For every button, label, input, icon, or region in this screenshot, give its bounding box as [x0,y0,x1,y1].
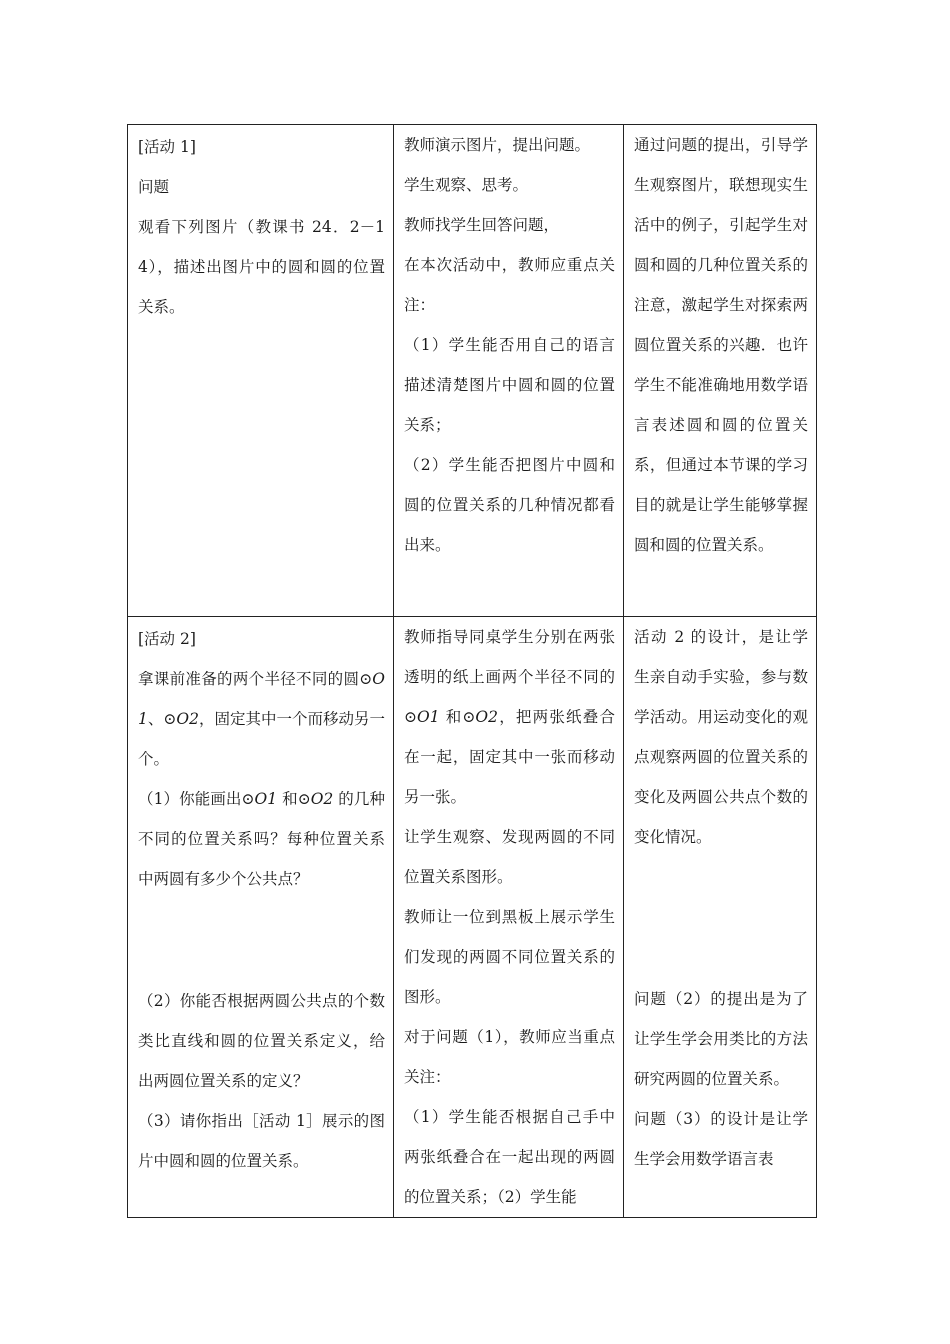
design-intent-text: 通过问题的提出，引导学生观察图片，联想现实生活中的例子，引起学生对圆和圆的几种位置关系的注意，激起学生对探索两圆位置关系的兴趣．也许学生不能准确地用数学语言表述圆和圆的位置关系，但通过本节课的学习目的就是让学生能够掌握圆和圆的位置关系。 [634,136,808,554]
design-intent-text: 问题（2）的提出是为了让学生学会用类比的方法研究两圆的位置关系。 [634,990,808,1088]
design-intent-cell [624,125,817,617]
teacher-text: 让学生观察、发现两圆的不同位置关系图形。 [404,828,615,886]
activity-text: 观看下列图片（教课书 24．2－14），描述出图片中的圆和圆的位置关系。 [138,218,385,316]
teacher-text: 教师找学生回答问题， [404,216,560,234]
teacher-text: （1）学生能否用自己的语言描述清楚图片中圆和圆的位置关系； [404,336,615,434]
activity-heading: [活动 1] [138,138,196,156]
table-row [128,617,817,1218]
question-2: （2）你能否根据两圆公共点的个数类比直线和圆的位置关系定义，给出两圆位置关系的定义？ [138,992,385,1090]
activity-heading: [活动 2] [138,630,196,648]
design-intent-text: 问题（3）的设计是让学生学会用数学语言表 [634,1110,808,1168]
teacher-cell [394,617,624,1218]
activity-intro: 拿课前准备的两个半径不同的圆⊙O1、⊙O2，固定其中一个而移动另一个。 [138,670,385,768]
table-row [128,125,817,617]
teacher-text: 教师让一位到黑板上展示学生们发现的两圆不同位置关系的图形。 [404,908,615,1006]
teacher-text: 在本次活动中，教师应重点关注： [404,256,615,314]
activity-label: 问题 [138,178,170,196]
teacher-text: 教师演示图片，提出问题。 [404,136,591,154]
activity-cell [128,125,394,617]
activity-cell [128,617,394,1218]
question-3: （3）请你指出［活动 1］展示的图片中圆和圆的位置关系。 [138,1112,385,1170]
teacher-text: （2）学生能否把图片中圆和圆的位置关系的几种情况都看出来。 [404,456,615,554]
teacher-text: （1）学生能否根据自己手中两张纸叠合在一起出现的两圆的位置关系；（2）学生能 [404,1108,615,1206]
teacher-text: 对于问题（1），教师应当重点关注： [404,1028,615,1086]
teacher-cell [394,125,624,617]
design-intent-text: 活动 2 的设计，是让学生亲自动手实验，参与数学活动。用运动变化的观点观察两圆的位置关系的变化及两圆公共点个数的变化情况。 [634,628,808,846]
teacher-text: 学生观察、思考。 [404,176,529,194]
question-1: （1）你能画出⊙O1 和⊙O2 的几种不同的位置关系吗？每种位置关系中两圆有多少个公共点？ [138,790,385,888]
design-intent-cell [624,617,817,1218]
teacher-text: 教师指导同桌学生分别在两张透明的纸上画两个半径不同的⊙O1 和⊙O2，把两张纸叠合在一起，固定其中一张而移动另一张。 [404,628,615,806]
lesson-plan-table [127,124,817,1218]
